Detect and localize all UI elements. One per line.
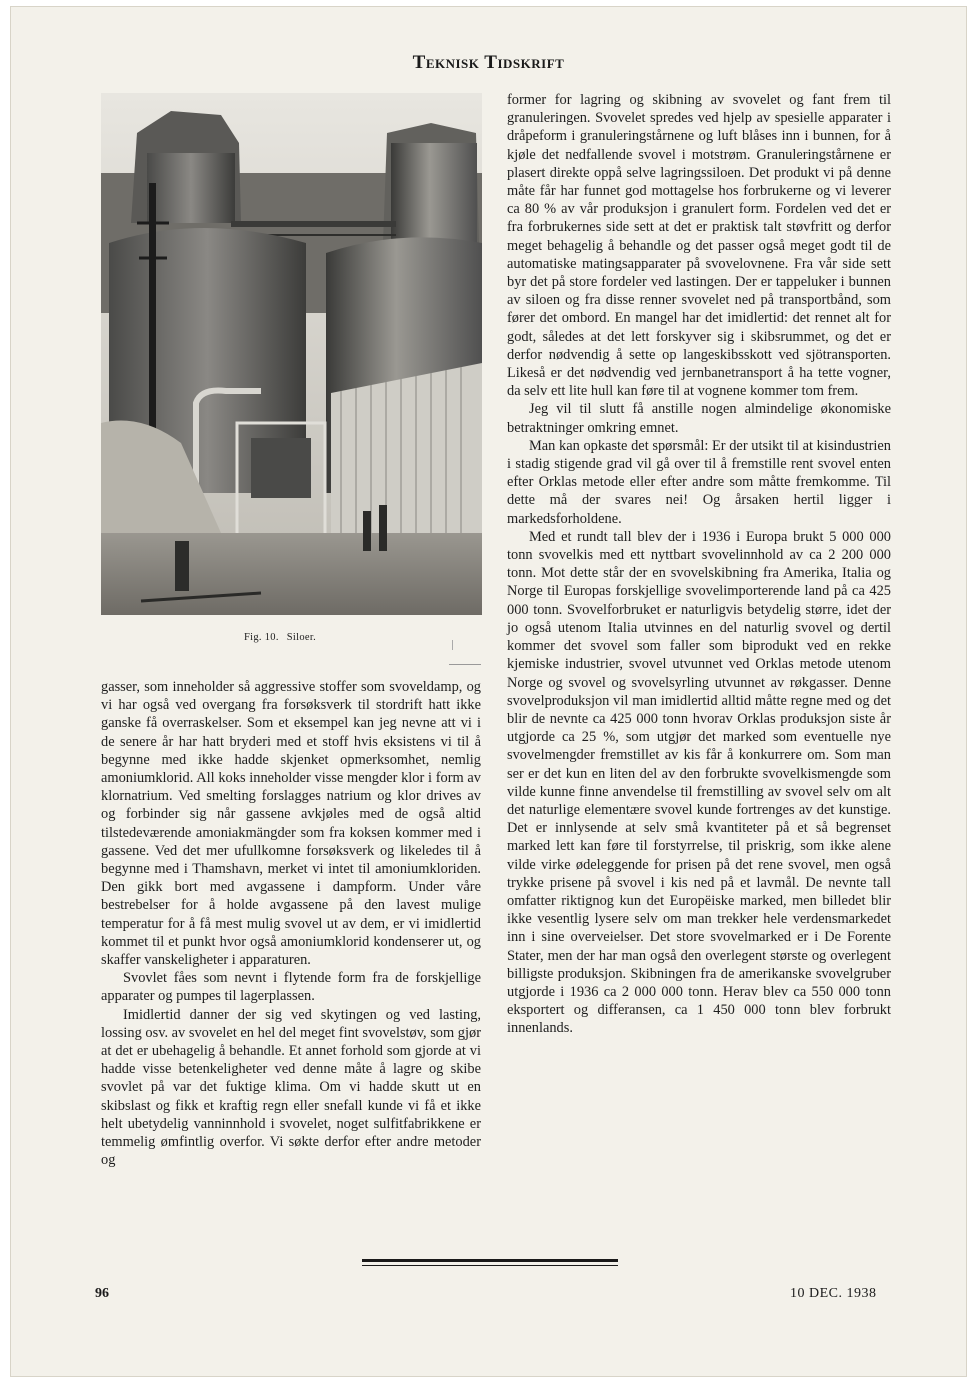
body-paragraph: Man kan opkaste det spørsmål: Er der utsikt til at kisindustrien i stadig stigende grad vil gå over til å fremstille rent svovel enten efter Orklas metode eller efter andre som måtte fremkomme. Til dette må der svares nei! Og årsaken hertil ligger i markedsforholdene. [507, 437, 891, 527]
body-paragraph: former for lagring og skibning av svovelet og fant frem til granuleringen. Svovelet spredes ved hjelp av spesielle apparater i dråpeform i granuleringstårnene og luft blåses inn i bunnen, for å kjøle det nedfallende svovel i motstrøm. Granuleringstårnene er plasert direkte oppå selve lagringssiloen. Det produkt vi på denne måte får har funnet god mottagelse hos forbrukerne og vi leverer ca 80 % av vår produksjon i granulert form. Fordelen ved det er fra forbrukernes side sett at det er praktisk talt støvfritt og derfor meget behagelig å behandle og det passer også meget godt til de automatiske matingsapparater på svovelovnene. Fra vår side sett byr det på store fordeler ved lastingen. Der er tappeluker i bunnen av siloen og fra disse renner svovelet ned på transportbånd, som fører det ombord. En mangel har det imidlertid: det rennet alt for godt, således at det lett forskyver sig i skibsrummet, og det er derfor nødvendig å sette op langeskibsskott ved sjötransporten. Likeså er det nødvendig ved jernbanetransport å ha tette vogner, da selv ett lite hull kan føre til at vognene kommer tom frem. [507, 92, 891, 400]
body-paragraph: Svovlet fåes som nevnt i flytende form fra de forskjellige apparater og pumpes til lagerplassen. [101, 970, 481, 1005]
end-rule-thick [362, 1259, 618, 1262]
journal-title: Teknisk Tidskrift [412, 52, 565, 73]
issue-date: 10 DEC. 1938 [790, 1286, 877, 1301]
body-paragraph: gasser, som inneholder så aggressive stoffer som svoveldamp, og vi har også ved overgang fra forsøksverk til stordrift hatt ikke ganske få overraskelser. Som et eksempel kan jeg nevne att vi i de senere år har hatt bryderi med et stoff hvis eksistens vi til å begynne med ikke hadde skjenket opmerksomhet, nemlig amoniumklorid. All koks inneholder visse mengder klor i form av klornatrium. Ved smelting forslagges natrium og klor drives av og forbinder sig når gassene avkjøles med de også altid tilstedeværende amoniakmängder som fra koksen kommer med i gassene. Ved det mer ufullkomne forsøksverk og likeledes til å begynne med i Thamshavn, merket vi intet til amoniumkloriden. Den gikk bort med avgassene i dampform. Under våre bestrebelser for å holde avgassene på den lavest mulige temperatur for å få mest mulig svovel ut av dem, er vi imidlertid kommet til et punkt hvor også amoniumklorid kondenserer ut, og skaffer vanskeligheter i apparaturen. [101, 679, 481, 969]
body-paragraph: Imidlertid danner der sig ved skytingen og ved lasting, lossing osv. av svovelet en hel del meget fint svovelstøv, som gjør at det er ubehagelig å behandle. Et annet forhold som gjorde at vi hadde visse betenkeligheter ved denne måte å lagre og skibe svovlet på var det fuktige klima. Om vi hadde skutt ut en skibslast og fikk et kraftig regn eller snefall kunde vi få et ikke helt ubetydelig vanninnhold i svovelet, noget sulfitfabrikkene er temmelig ømfintlig overfor. Vi søkte derfor efter andre metoder og [101, 1006, 481, 1169]
body-paragraph: Med et rundt tall blev der i 1936 i Europa brukt 5 000 000 tonn svovelkis med ett nyttbart svovelinnhold av ca 2 200 000 tonn. Mot dette står der en svovelskibning fra Amerika, Italia og Norge til Europas forskjellige svovelimporterende land på ca 425 000 tonn. Svovelforbruket er naturligvis betydelig større, idet der jo også utenom Italia utvinnes en del naturlig svovel og dertil kommer det svovel som faller som biprodukt ved en rekke kjemiske industrier, svovel utvunnet ved Orklas metode utenom Norge og svovel og svovelsyrling utvunnet av røkgasser. Denne svovelproduksjon vil man imidlertid alltid måtte regne med og det blir de nevnte ca 425 000 tonn hvorav Orklas produksjon siste år utgjorde ca 25 %, som utgjør det marked som eventuelle nye svovelmengder fremstillet av kis får å konkurrere om. Som man ser er det kun en liten del av den forbrukte svovelkismengde som vilde kunne finne anvendelse til fremstilling av svovel selv om alt det naturlige elementære svovel kunde fortrenges av det kunstige. Det er innlysende at selv små kvantiteter på et så begrenset marked lett kan føre til forstyrrelse, til priskrig, som ikke alene vilde virke ødeleggende for prisen på det rene svovel, men også trykke prisene på svovel i kis ned på et lavmål. De nevnte tall omfatter riktignog kun det Europëiske marked, men billedet blir ikke vesentlig lysere selv om man trekker hele verdensmarkedet inn i sine overveielser. Det store svovelmarked er i De Forente Stater, men der har man også den overlegent største og overlegent billigste produksjon. Skibningen fra de amerikanske svovelgruber utgjorde i 1936 ca 2 000 000 tonn. Herav blev ca 550 000 tonn eksportert og differansen, ca 1 450 000 tonn blev forbrukt innenlands. [507, 528, 891, 1037]
figure-caption-number: Fig. 10. [244, 632, 279, 643]
body-paragraph: Jeg vil til slutt få anstille nogen almindelige økonomiske betraktninger omkring emnet. [507, 401, 891, 436]
right-text-column [507, 91, 891, 1038]
figure-caption [244, 632, 324, 643]
page-number: 96 [95, 1286, 109, 1301]
scan-rule [449, 664, 481, 665]
figure-photo-silos [101, 93, 482, 615]
figure-caption-text: Siloer. [286, 632, 317, 643]
scan-mark [452, 640, 453, 650]
left-text-column [101, 678, 481, 1169]
end-rule-thin [362, 1265, 618, 1266]
